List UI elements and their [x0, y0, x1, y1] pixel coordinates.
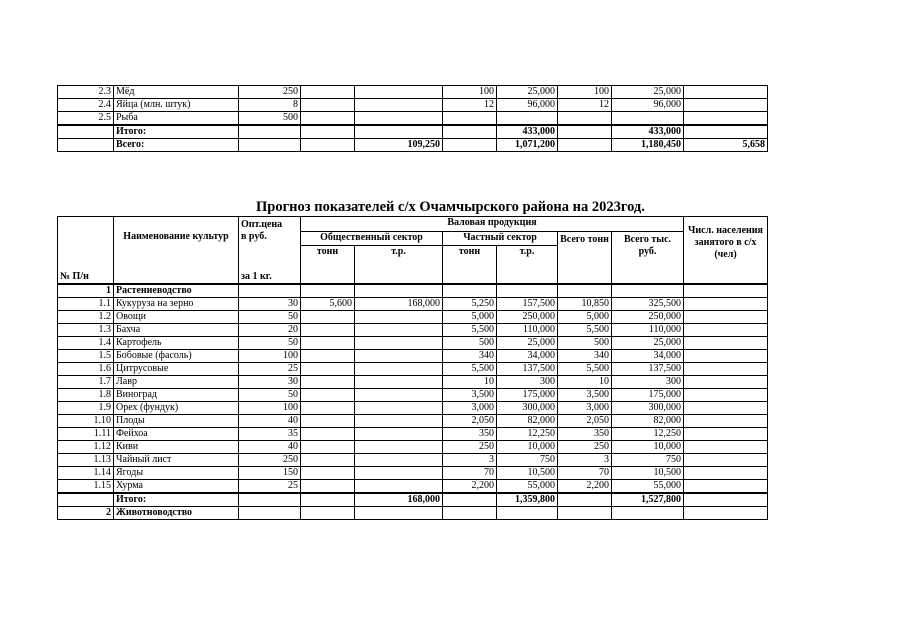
row-population	[684, 467, 768, 480]
row-population	[684, 363, 768, 376]
row-pub-tonn	[301, 139, 355, 152]
row-population	[684, 350, 768, 363]
row-pub-tonn: 5,600	[301, 298, 355, 311]
row-no: 1.10	[58, 415, 114, 428]
row-no: 1.11	[58, 428, 114, 441]
table-row	[58, 99, 768, 112]
row-pri-tr	[497, 112, 558, 126]
row-pri-tonn	[443, 112, 497, 126]
row-total-tr: 300,000	[612, 402, 684, 415]
row-price: 50	[239, 389, 301, 402]
row-total-tr	[612, 112, 684, 126]
row-name: Мёд	[114, 86, 239, 99]
row-pub-tonn	[301, 363, 355, 376]
row-pub-tr	[355, 441, 443, 454]
row-name: Киви	[114, 441, 239, 454]
row-pub-tr	[355, 324, 443, 337]
row-total-tr: 110,000	[612, 324, 684, 337]
row-total-tr: 55,000	[612, 480, 684, 494]
row-price: 500	[239, 112, 301, 126]
row-total-tonn	[558, 139, 612, 152]
row-pri-tr: 1,071,200	[497, 139, 558, 152]
row-pub-tr	[355, 402, 443, 415]
header-population: Числ. населения занятого в с/х (чел)	[684, 217, 768, 285]
row-pri-tonn: 3,500	[443, 389, 497, 402]
table-row	[58, 311, 768, 324]
row-pri-tr: 157,500	[497, 298, 558, 311]
row-name: Рыба	[114, 112, 239, 126]
row-name: Хурма	[114, 480, 239, 494]
row-total-tr: 175,000	[612, 389, 684, 402]
row-pub-tr	[355, 86, 443, 99]
row-pub-tr	[355, 311, 443, 324]
row-total-tr: 433,000	[612, 125, 684, 139]
row-pri-tr: 110,000	[497, 324, 558, 337]
row-price: 25	[239, 480, 301, 494]
row-population	[684, 376, 768, 389]
total-label: Итого:	[114, 493, 239, 507]
row-no: 1.3	[58, 324, 114, 337]
row-pri-tr: 34,000	[497, 350, 558, 363]
row-no: 1.12	[58, 441, 114, 454]
row-name: Плоды	[114, 415, 239, 428]
row-name: Картофель	[114, 337, 239, 350]
table-row	[58, 467, 768, 480]
row-total-tr: 25,000	[612, 86, 684, 99]
row-price: 40	[239, 415, 301, 428]
row-pri-tonn: 2,200	[443, 480, 497, 494]
row-pri-tr: 82,000	[497, 415, 558, 428]
table-row	[58, 298, 768, 311]
row-population	[684, 428, 768, 441]
row-total-tonn: 10,850	[558, 298, 612, 311]
header-price-1: Опт.цена	[239, 217, 301, 232]
table-row	[58, 428, 768, 441]
row-price: 25	[239, 363, 301, 376]
row-pub-tr	[355, 415, 443, 428]
section-no: 1	[58, 284, 114, 298]
row-pub-tonn	[301, 86, 355, 99]
row-total-tr: 10,500	[612, 467, 684, 480]
table-row	[58, 389, 768, 402]
row-name: Лавр	[114, 376, 239, 389]
row-pub-tonn	[301, 337, 355, 350]
row-pub-tonn	[301, 112, 355, 126]
row-no: 2.3	[58, 86, 114, 99]
header-total-t: Всего тонн	[558, 231, 612, 284]
row-total-tonn: 250	[558, 441, 612, 454]
row-price: 100	[239, 350, 301, 363]
row-population	[684, 402, 768, 415]
row-pub-tonn	[301, 376, 355, 389]
row-pub-tr	[355, 337, 443, 350]
row-population	[684, 112, 768, 126]
row-price: 100	[239, 402, 301, 415]
table-row	[58, 324, 768, 337]
row-total-tonn: 70	[558, 467, 612, 480]
row-pri-tonn: 250	[443, 441, 497, 454]
row-no: 2.5	[58, 112, 114, 126]
row-pri-tonn: 340	[443, 350, 497, 363]
header-total-r: Всего тыс. руб.	[612, 231, 684, 284]
row-total-tonn: 5,000	[558, 311, 612, 324]
row-total-tr: 750	[612, 454, 684, 467]
row-population	[684, 415, 768, 428]
section-row-2	[58, 507, 768, 520]
row-pub-tr	[355, 480, 443, 494]
row-pri-tonn	[443, 125, 497, 139]
row-name: Ягоды	[114, 467, 239, 480]
row-total-tr: 34,000	[612, 350, 684, 363]
row-name: Виноград	[114, 389, 239, 402]
row-pri-tr: 96,000	[497, 99, 558, 112]
total-pri-r: 1,359,800	[497, 493, 558, 507]
row-pub-tonn	[301, 350, 355, 363]
row-pub-tonn	[301, 402, 355, 415]
row-no: 2.4	[58, 99, 114, 112]
row-no: 1.13	[58, 454, 114, 467]
row-pub-tonn	[301, 389, 355, 402]
header-gross: Валовая продукция	[301, 217, 684, 232]
header-private: Частный сектор	[443, 231, 558, 245]
row-pub-tonn	[301, 415, 355, 428]
total-pub-r: 168,000	[355, 493, 443, 507]
row-name: Овощи	[114, 311, 239, 324]
row-pri-tonn: 5,000	[443, 311, 497, 324]
row-pri-tr: 25,000	[497, 337, 558, 350]
row-name: Бобовые (фасоль)	[114, 350, 239, 363]
row-no: 1.7	[58, 376, 114, 389]
row-no	[58, 139, 114, 152]
table-row	[58, 112, 768, 126]
table-row	[58, 363, 768, 376]
row-pri-tr: 10,500	[497, 467, 558, 480]
row-population	[684, 125, 768, 139]
row-price: 150	[239, 467, 301, 480]
row-no: 1.5	[58, 350, 114, 363]
row-name: Кукуруза на зерно	[114, 298, 239, 311]
row-pub-tr	[355, 350, 443, 363]
row-total-tr: 1,180,450	[612, 139, 684, 152]
row-no: 1.4	[58, 337, 114, 350]
row-total-tonn	[558, 112, 612, 126]
row-price: 50	[239, 311, 301, 324]
row-price	[239, 139, 301, 152]
row-no: 1.1	[58, 298, 114, 311]
row-total-tonn	[558, 125, 612, 139]
row-pub-tr	[355, 454, 443, 467]
row-total-tr: 10,000	[612, 441, 684, 454]
header-no: № П/н	[58, 217, 114, 285]
row-pri-tonn: 5,250	[443, 298, 497, 311]
row-pri-tonn: 2,050	[443, 415, 497, 428]
row-price: 250	[239, 454, 301, 467]
row-name: Бахча	[114, 324, 239, 337]
row-pub-tr: 168,000	[355, 298, 443, 311]
row-total-tonn: 340	[558, 350, 612, 363]
row-pri-tonn: 3,000	[443, 402, 497, 415]
header-name: Наименование культур	[114, 217, 239, 285]
row-price: 20	[239, 324, 301, 337]
table-row	[58, 415, 768, 428]
header-pri-tr: т.р.	[497, 245, 558, 284]
row-population	[684, 99, 768, 112]
row-total-tonn: 5,500	[558, 363, 612, 376]
row-total-tonn: 2,200	[558, 480, 612, 494]
row-name: Всего:	[114, 139, 239, 152]
row-no	[58, 125, 114, 139]
row-pub-tr	[355, 376, 443, 389]
row-name: Орех (фундук)	[114, 402, 239, 415]
top-table	[57, 85, 768, 152]
row-total-tr: 82,000	[612, 415, 684, 428]
row-population	[684, 298, 768, 311]
row-population	[684, 324, 768, 337]
row-population: 5,658	[684, 139, 768, 152]
row-pub-tr	[355, 428, 443, 441]
row-population	[684, 311, 768, 324]
header-row-1	[58, 217, 768, 232]
header-pub-tr: т.р.	[355, 245, 443, 284]
top-table-body	[58, 86, 768, 152]
table-row	[58, 454, 768, 467]
row-population	[684, 480, 768, 494]
table-row	[58, 441, 768, 454]
row-no: 1.9	[58, 402, 114, 415]
row-price: 30	[239, 298, 301, 311]
header-pri-tonn: тонн	[443, 245, 497, 284]
row-price: 250	[239, 86, 301, 99]
row-pri-tonn: 10	[443, 376, 497, 389]
row-pri-tonn: 70	[443, 467, 497, 480]
row-pub-tr	[355, 99, 443, 112]
row-pri-tr: 750	[497, 454, 558, 467]
total-tot-r: 1,527,800	[612, 493, 684, 507]
row-no: 1.14	[58, 467, 114, 480]
row-population	[684, 86, 768, 99]
section-name: Животноводство	[114, 507, 239, 520]
row-pri-tonn: 350	[443, 428, 497, 441]
row-pub-tonn	[301, 99, 355, 112]
section-no: 2	[58, 507, 114, 520]
row-pub-tonn	[301, 125, 355, 139]
row-population	[684, 454, 768, 467]
row-total-tonn: 3	[558, 454, 612, 467]
table-row	[58, 86, 768, 99]
row-pri-tr: 300	[497, 376, 558, 389]
row-total-tonn: 10	[558, 376, 612, 389]
header-price-3: за 1 кг.	[239, 245, 301, 284]
row-no: 1.15	[58, 480, 114, 494]
row-population	[684, 337, 768, 350]
row-name: Итого:	[114, 125, 239, 139]
row-total-tr: 300	[612, 376, 684, 389]
header-pub-tonn: тонн	[301, 245, 355, 284]
row-total-tonn: 2,050	[558, 415, 612, 428]
row-pri-tr: 175,000	[497, 389, 558, 402]
row-total-tr: 12,250	[612, 428, 684, 441]
row-pri-tonn: 12	[443, 99, 497, 112]
row-pub-tr	[355, 389, 443, 402]
row-total-tonn: 500	[558, 337, 612, 350]
header-public: Общественный сектор	[301, 231, 443, 245]
row-price: 30	[239, 376, 301, 389]
row-total-tonn: 3,500	[558, 389, 612, 402]
row-total-tr: 325,500	[612, 298, 684, 311]
header-price-2: в руб.	[239, 231, 301, 245]
table-row	[58, 480, 768, 494]
table-row	[58, 402, 768, 415]
total-row	[58, 493, 768, 507]
row-population	[684, 441, 768, 454]
table-row	[58, 125, 768, 139]
row-total-tonn: 5,500	[558, 324, 612, 337]
row-no: 1.6	[58, 363, 114, 376]
table-row	[58, 350, 768, 363]
row-price: 40	[239, 441, 301, 454]
row-total-tr: 25,000	[612, 337, 684, 350]
row-pri-tonn: 500	[443, 337, 497, 350]
row-pri-tr: 300,000	[497, 402, 558, 415]
row-total-tonn: 350	[558, 428, 612, 441]
row-pri-tr: 137,500	[497, 363, 558, 376]
row-pri-tr: 55,000	[497, 480, 558, 494]
row-name: Яйца (млн. штук)	[114, 99, 239, 112]
row-pub-tr	[355, 363, 443, 376]
row-total-tr: 250,000	[612, 311, 684, 324]
row-pub-tonn	[301, 480, 355, 494]
row-pri-tr: 250,000	[497, 311, 558, 324]
row-name: Чайный лист	[114, 454, 239, 467]
row-pri-tr: 12,250	[497, 428, 558, 441]
row-pub-tr	[355, 112, 443, 126]
page-title: Прогноз показателей с/х Очамчырского района на 2023год.	[256, 199, 645, 215]
row-pri-tonn: 5,500	[443, 324, 497, 337]
table-row	[58, 376, 768, 389]
row-pub-tr: 109,250	[355, 139, 443, 152]
forecast-table	[57, 216, 768, 520]
row-pub-tonn	[301, 428, 355, 441]
row-pub-tonn	[301, 324, 355, 337]
row-pri-tr: 10,000	[497, 441, 558, 454]
row-pri-tr: 25,000	[497, 86, 558, 99]
row-no: 1.2	[58, 311, 114, 324]
table-row	[58, 337, 768, 350]
row-pub-tonn	[301, 441, 355, 454]
row-no: 1.8	[58, 389, 114, 402]
forecast-table-body	[58, 298, 768, 494]
row-pri-tonn: 5,500	[443, 363, 497, 376]
row-pub-tonn	[301, 311, 355, 324]
row-pri-tonn: 3	[443, 454, 497, 467]
row-pub-tr	[355, 125, 443, 139]
row-pri-tonn: 100	[443, 86, 497, 99]
row-price: 8	[239, 99, 301, 112]
row-population	[684, 389, 768, 402]
row-total-tr: 137,500	[612, 363, 684, 376]
row-pub-tonn	[301, 454, 355, 467]
section-name: Растениеводство	[114, 284, 239, 298]
row-pub-tr	[355, 467, 443, 480]
row-total-tonn: 100	[558, 86, 612, 99]
row-total-tonn: 3,000	[558, 402, 612, 415]
row-price	[239, 125, 301, 139]
row-pri-tonn	[443, 139, 497, 152]
row-pub-tonn	[301, 467, 355, 480]
row-total-tonn: 12	[558, 99, 612, 112]
row-price: 50	[239, 337, 301, 350]
row-total-tr: 96,000	[612, 99, 684, 112]
table-row	[58, 139, 768, 152]
row-name: Цитрусовые	[114, 363, 239, 376]
row-name: Фейхоа	[114, 428, 239, 441]
section-row-1	[58, 284, 768, 298]
row-price: 35	[239, 428, 301, 441]
row-pri-tr: 433,000	[497, 125, 558, 139]
